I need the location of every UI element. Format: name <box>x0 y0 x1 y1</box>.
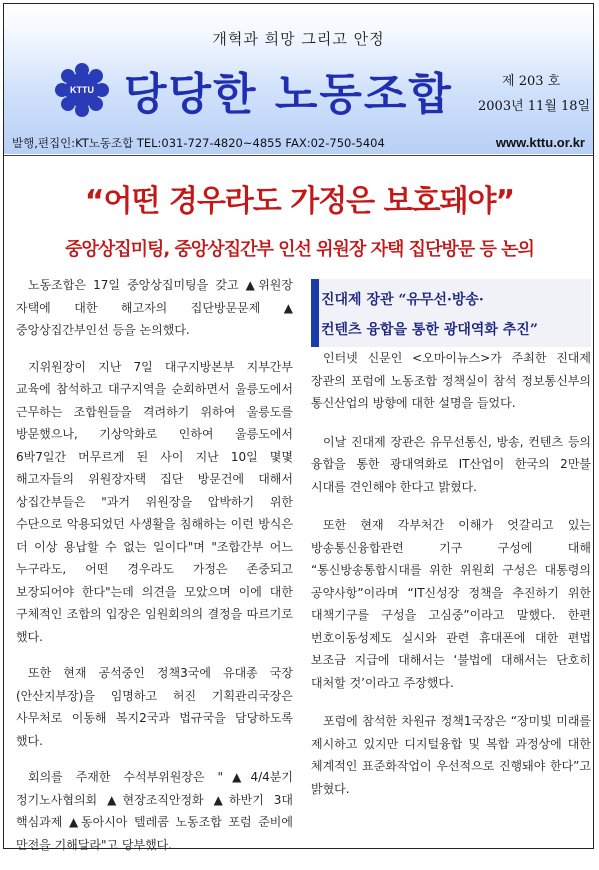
publisher-info: 발행,편집인:KT노동조합 TEL:031-727-4820~4855 FAX:02-750-5404 <box>12 136 385 150</box>
box-accent-bar <box>311 279 319 347</box>
publisher-bar <box>4 132 593 154</box>
logo-text: KTTU <box>70 85 94 95</box>
side-heading-line: 진대제 장관 “유무선·방송· <box>321 292 484 308</box>
slogan: 개혁과 희망 그리고 안정 <box>212 30 385 48</box>
article-paragraph: 인터넷 신문인 <오마이뉴스>가 주최한 진대제 장관의 포럼에 노동조합 정책실이 참석 정보통신부의 통신산업의 방향에 대한 설명을 들었다. <box>311 351 591 410</box>
right-column <box>311 347 591 816</box>
article-paragraph: 이날 진대제 장관은 유무선통신, 방송, 컨텐츠 등의 융합을 통한 광대역화로 IT산업이 한국의 2만불 시대를 견인해야 한다고 밝혔다. <box>311 434 591 494</box>
website-link[interactable]: www.kttu.or.kr <box>495 135 585 150</box>
article-paragraph: 포럼에 참석한 차원규 정책1국장은 “장미빛 미래를 제시하고 있지만 디지털융합 및 복합 과정상에 대한 체계적인 표준화작업이 우선적으로 진행돼야 한다”고 밝혔다. <box>311 714 591 796</box>
article-paragraph: 회의를 주재한 수석부위원장은 "▲4/4분기 정기노사협의회 ▲현장조직안정화 ▲하반기 3대 핵심과제 ▲동아시아 텔레콤 노동조합 포럼 준비에 만전을 기해달라"고 당부했다. <box>16 770 293 852</box>
divider <box>4 155 593 156</box>
kttu-logo <box>54 62 110 118</box>
side-heading-line: 컨텐츠 융합을 통한 광대역화 추진” <box>321 322 538 338</box>
headline: “어떤 경우라도 가정은 보호돼야” <box>84 184 515 219</box>
issue-number: 제 203 호 <box>502 74 561 89</box>
article-paragraph: 지위원장이 지난 7일 대구지방본부 지부간부 교육에 참석하고 대구지역을 순회하면서 울릉도에서 근무하는 조합원들을 격려하기 위하여 울릉도를 방문했으나, 기상악화로 인하여 울릉도에서 6박7일간 머무르게 된 사이 지난 10일 몇몇 해고자들의 위원장자택 집단 방문건에 대해서 상집간부들은 "과거 위원장을 압박하기 위한 수단으로 악용되었던 사생활을 침해하는 이런 방식은 더 이상 용납할 수 없는 일이다"며 "조합간부 어느 누구라도, 어떤 경우라도 가정은 존중되고 보장되어야 한다"는데 의견을 모았으며 이에 대한 구체적인 조합의 입장은 임원회의의 결정을 따르기로 했다. <box>16 359 293 644</box>
article-paragraph: 또한 현재 각부처간 이해가 엇갈리고 있는 방송통신융합관련 기구 구성에 대해 “통신방송통합시대를 위한 위원회 구성은 대통령의 공약사항”이라며 “IT신성장 정책을 추진하기 위한 대책기구를 구성을 고심중”이라고 말했다. 한편 번호이동성제도 실시와 관련 휴대폰에 대한 편법 보조금 지급에 대해서는 ‘불법에 대해서는 단호히 대처할 것’이라고 주장했다. <box>311 518 591 690</box>
side-article-heading <box>319 279 591 347</box>
subheadline: 중앙상집미팅, 중앙상집간부 인선 위원장 자택 집단방문 등 논의 <box>65 239 534 260</box>
article-paragraph: 또한 현재 공석중인 정책3국에 유대종 국장(안산지부장)을 임명하고 허진 기획관리국장은 사무처로 이동해 복지2국과 법규국을 담당하도록 했다. <box>16 666 293 748</box>
paper-title: 당당한 노동조합 <box>124 69 453 120</box>
article-paragraph: 노동조합은 17일 중앙상집미팅을 갖고 ▲위원장 자택에 대한 해고자의 집단방문문제 ▲중앙상집간부인선 등을 논의했다. <box>16 278 293 337</box>
left-column <box>16 274 293 870</box>
issue-date: 2003년 11월 18일 <box>478 99 591 114</box>
